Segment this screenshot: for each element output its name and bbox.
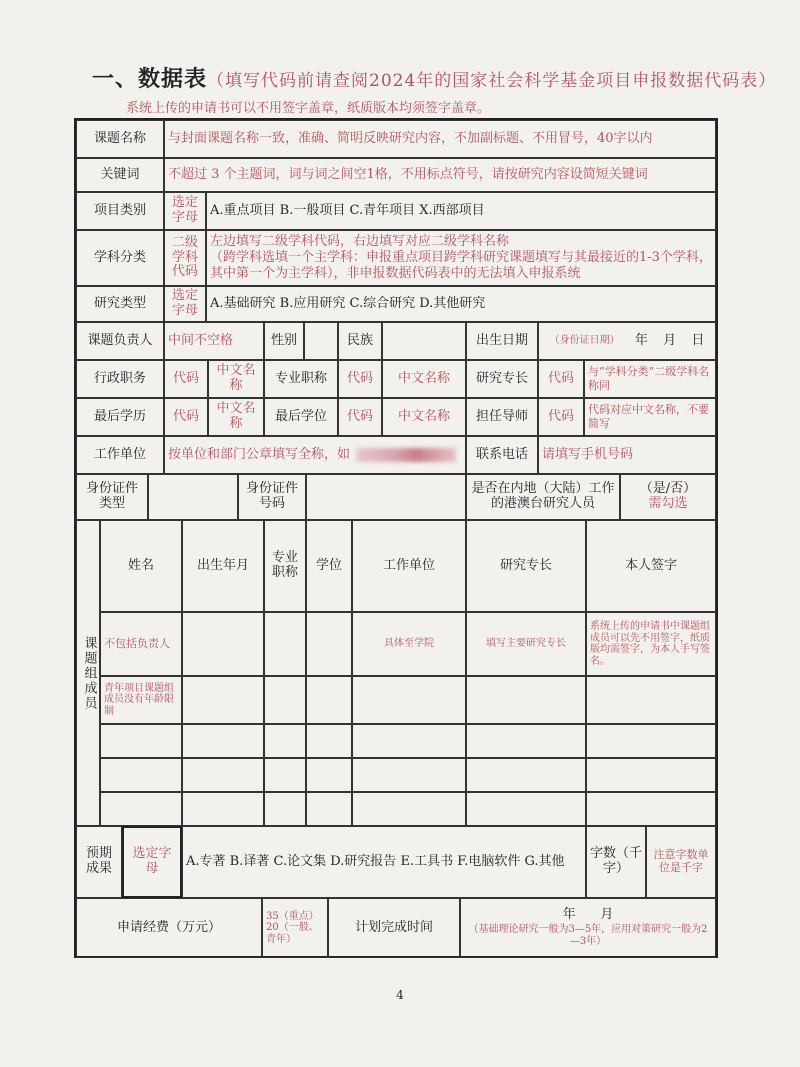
member-name-cell[interactable]: 不包括负责人 <box>100 612 182 676</box>
member-birth-cell[interactable] <box>182 676 264 724</box>
project-type-options: A.重点项目 B.一般项目 C.青年项目 X.西部项目 <box>206 192 716 230</box>
member-degree-cell[interactable] <box>306 612 352 676</box>
member-specialty-cell[interactable] <box>466 676 586 724</box>
education-code[interactable]: 代码 <box>164 398 208 436</box>
research-type-code[interactable]: 选定字母 <box>164 286 206 322</box>
member-birth-cell[interactable] <box>182 724 264 758</box>
member-workplace-cell[interactable] <box>352 724 466 758</box>
research-type-label: 研究类型 <box>76 286 164 322</box>
member-name-cell[interactable] <box>100 758 182 792</box>
plan-field[interactable]: 年 月 （基础理论研究一般为3—5年，应用对策研究一般为2—3年） <box>460 898 716 958</box>
title-cn-name[interactable]: 中文名称 <box>382 360 466 398</box>
outcome-code[interactable]: 选定字母 <box>122 826 182 898</box>
member-degree-cell[interactable] <box>306 676 352 724</box>
specialty-hint[interactable]: 与“学科分类”二级学科名称同 <box>584 360 716 398</box>
member-specialty-cell[interactable] <box>466 758 586 792</box>
project-type-label: 项目类别 <box>76 192 164 230</box>
member-title-cell[interactable] <box>264 676 306 724</box>
id-type-field[interactable] <box>148 474 238 520</box>
member-header-signature: 本人签字 <box>586 520 716 612</box>
outcome-options: A.专著 B.译著 C.论文集 D.研究报告 E.工具书 F.电脑软件 G.其他 <box>182 826 586 898</box>
degree-code[interactable]: 代码 <box>338 398 382 436</box>
admin-cn-name[interactable]: 中文名称 <box>208 360 264 398</box>
member-header-workplace: 工作单位 <box>352 520 466 612</box>
signature-note: 系统上传的申请书可以不用签字盖章，纸质版本均须签字盖章。 <box>126 101 491 116</box>
member-title-cell[interactable] <box>264 612 306 676</box>
members-side-label: 课题组成员 <box>76 520 100 826</box>
member-header-degree: 学位 <box>306 520 352 612</box>
workplace-field[interactable]: 按单位和部门公章填写全称，如 <box>164 436 466 474</box>
tutor-label: 担任导师 <box>466 398 538 436</box>
degree-label: 最后学位 <box>264 398 338 436</box>
hmt-label: 是否在内地（大陆）工作的港澳台研究人员 <box>466 474 620 520</box>
member-header-specialty: 研究专长 <box>466 520 586 612</box>
member-specialty-cell[interactable] <box>466 724 586 758</box>
member-birth-cell[interactable] <box>182 758 264 792</box>
member-birth-cell[interactable] <box>182 612 264 676</box>
member-title-cell[interactable] <box>264 758 306 792</box>
admin-label: 行政职务 <box>76 360 164 398</box>
member-workplace-cell[interactable]: 具体至学院 <box>352 612 466 676</box>
discipline-hint[interactable]: 左边填写二级学科代码，右边填写对应二级学科名称 （跨学科选填一个主学科：申报重点项目跨学科研究课题填写与其最接近的1-3个学科，其中第一个为主学科），非申报数据代码表中的无法填入申报系统 <box>206 230 716 286</box>
hmt-field[interactable]: （是/否） 需勾选 <box>620 474 716 520</box>
research-type-options: A.基础研究 B.应用研究 C.综合研究 D.其他研究 <box>206 286 716 322</box>
phone-label: 联系电话 <box>466 436 538 474</box>
member-degree-cell[interactable] <box>306 724 352 758</box>
specialty-code[interactable]: 代码 <box>538 360 584 398</box>
tutor-hint[interactable]: 代码对应中文名称，不要简写 <box>584 398 716 436</box>
education-label: 最后学历 <box>76 398 164 436</box>
id-number-label: 身份证件号码 <box>238 474 306 520</box>
plan-label: 计划完成时间 <box>328 898 460 958</box>
funding-label: 申请经费（万元） <box>76 898 262 958</box>
funding-field[interactable]: 35（重点）20（一般、青年） <box>262 898 328 958</box>
member-title-cell[interactable] <box>264 724 306 758</box>
page-title: 一、数据表（填写代码前请查阅2024年的国家社会科学基金项目申报数据代码表） <box>92 66 777 92</box>
birth-label: 出生日期 <box>466 322 538 360</box>
member-specialty-cell[interactable] <box>466 792 586 826</box>
member-header-title: 专业职称 <box>264 520 306 612</box>
member-name-cell[interactable] <box>100 792 182 826</box>
leader-label: 课题负责人 <box>76 322 164 360</box>
member-signature-cell[interactable] <box>586 724 716 758</box>
project-type-code[interactable]: 选定字母 <box>164 192 206 230</box>
topic-field[interactable]: 与封面课题名称一致，准确、简明反映研究内容，不加副标题、不用冒号，40字以内 <box>164 120 716 158</box>
leader-name-field[interactable]: 中间不空格 <box>164 322 264 360</box>
tutor-code[interactable]: 代码 <box>538 398 584 436</box>
member-signature-cell[interactable] <box>586 676 716 724</box>
phone-field[interactable]: 请填写手机号码 <box>538 436 716 474</box>
topic-label: 课题名称 <box>76 120 164 158</box>
member-name-cell[interactable]: 青年项目课题组成员没有年龄限制 <box>100 676 182 724</box>
word-count-field[interactable]: 注意字数单位是千字 <box>646 826 716 898</box>
member-signature-cell[interactable] <box>586 758 716 792</box>
title-note: （填写代码前请查阅2024年的国家社会科学基金项目申报数据代码表） <box>207 71 777 91</box>
member-workplace-cell[interactable] <box>352 676 466 724</box>
gender-label: 性别 <box>264 322 304 360</box>
degree-cn-name[interactable]: 中文名称 <box>382 398 466 436</box>
title-code[interactable]: 代码 <box>338 360 382 398</box>
keywords-field[interactable]: 不超过 3 个主题词，词与词之间空1格，不用标点符号，请按研究内容设简短关键词 <box>164 158 716 192</box>
specialty-label: 研究专长 <box>466 360 538 398</box>
outcome-label: 预期成果 <box>76 826 122 898</box>
member-workplace-cell[interactable] <box>352 758 466 792</box>
birth-field[interactable]: （身份证日期） 年 月 日 <box>538 322 716 360</box>
gender-field[interactable] <box>304 322 338 360</box>
page-number: 4 <box>396 988 404 1002</box>
member-name-cell[interactable] <box>100 724 182 758</box>
redacted-blur <box>356 448 456 462</box>
member-signature-cell[interactable] <box>586 792 716 826</box>
member-header-birth: 出生年月 <box>182 520 264 612</box>
member-signature-cell[interactable]: 系统上传的申请书中课题组成员可以先不用签字，纸质版均需签字，为本人手写签名。 <box>586 612 716 676</box>
discipline-code[interactable]: 二级学科代码 <box>164 230 206 286</box>
title-label: 专业职称 <box>264 360 338 398</box>
id-type-label: 身份证件类型 <box>76 474 148 520</box>
education-cn-name[interactable]: 中文名称 <box>208 398 264 436</box>
member-workplace-cell[interactable] <box>352 792 466 826</box>
member-specialty-cell[interactable]: 填写主要研究专长 <box>466 612 586 676</box>
ethnicity-field[interactable] <box>382 322 466 360</box>
member-degree-cell[interactable] <box>306 758 352 792</box>
data-form-table <box>74 118 718 958</box>
member-title-cell[interactable] <box>264 792 306 826</box>
ethnicity-label: 民族 <box>338 322 382 360</box>
keywords-label: 关键词 <box>76 158 164 192</box>
member-birth-cell[interactable] <box>182 792 264 826</box>
member-header-name: 姓名 <box>100 520 182 612</box>
discipline-label: 学科分类 <box>76 230 164 286</box>
id-number-field[interactable] <box>306 474 466 520</box>
admin-code[interactable]: 代码 <box>164 360 208 398</box>
word-count-label: 字数（千字） <box>586 826 646 898</box>
workplace-label: 工作单位 <box>76 436 164 474</box>
member-degree-cell[interactable] <box>306 792 352 826</box>
